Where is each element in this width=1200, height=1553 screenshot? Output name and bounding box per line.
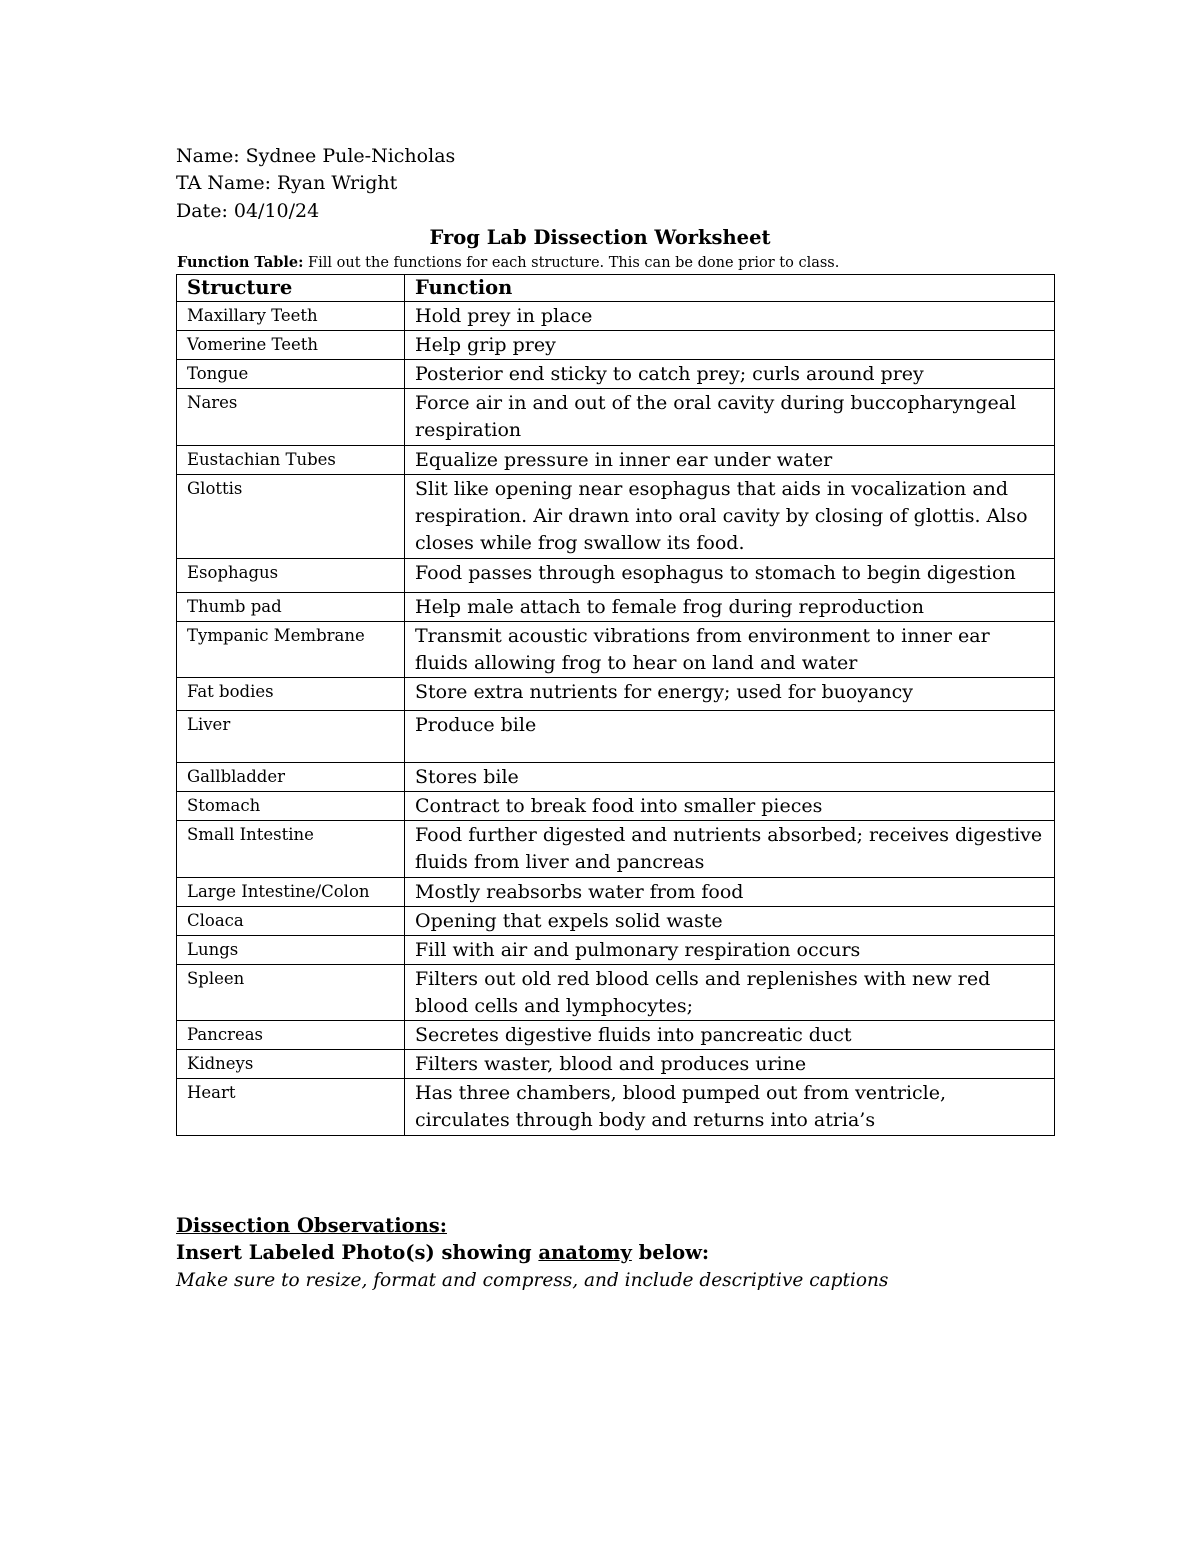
function-table [176, 274, 1055, 1136]
function-cell: Posterior end sticky to catch prey; curls around prey [405, 360, 1055, 389]
structure-cell: Stomach [177, 792, 405, 821]
table-row [177, 878, 1055, 907]
ta-name-line: TA Name: Ryan Wright [176, 172, 398, 194]
photo-instructions-heading [176, 1241, 709, 1265]
table-row [177, 907, 1055, 936]
function-cell: Opening that expels solid waste [405, 907, 1055, 936]
function-cell: Store extra nutrients for energy; used for buoyancy [405, 678, 1055, 711]
function-table-body [177, 302, 1055, 1136]
student-name-line: Name: Sydnee Pule-Nicholas [176, 145, 456, 167]
function-cell: Stores bile [405, 763, 1055, 792]
structure-cell: Vomerine Teeth [177, 331, 405, 360]
function-cell: Transmit acoustic vibrations from environment to inner ear fluids allowing frog to hear on land and water [405, 622, 1055, 678]
table-row [177, 678, 1055, 711]
table-row [177, 821, 1055, 878]
observations-heading: Dissection Observations: [176, 1214, 447, 1237]
table-row [177, 1079, 1055, 1136]
structure-cell: Small Intestine [177, 821, 405, 878]
function-cell: Help male attach to female frog during reproduction [405, 593, 1055, 622]
structure-cell: Esophagus [177, 559, 405, 593]
structure-cell: Spleen [177, 965, 405, 1021]
function-cell: Hold prey in place [405, 302, 1055, 331]
page-title: Frog Lab Dissection Worksheet [429, 226, 771, 249]
function-cell: Help grip prey [405, 331, 1055, 360]
table-row [177, 763, 1055, 792]
function-cell: Has three chambers, blood pumped out from ventricle, circulates through body and returns into atria’s [405, 1079, 1055, 1136]
table-row [177, 965, 1055, 1021]
table-row [177, 475, 1055, 559]
structure-cell: Nares [177, 389, 405, 446]
function-cell: Mostly reabsorbs water from food [405, 878, 1055, 907]
structure-cell: Gallbladder [177, 763, 405, 792]
function-cell: Equalize pressure in inner ear under water [405, 446, 1055, 475]
structure-column-header: Structure [177, 275, 405, 302]
structure-cell: Thumb pad [177, 593, 405, 622]
structure-cell: Lungs [177, 936, 405, 965]
table-row [177, 360, 1055, 389]
structure-cell: Maxillary Teeth [177, 302, 405, 331]
function-cell: Slit like opening near esophagus that aids in vocalization and respiration. Air drawn into oral cavity by closing of glottis. Also closes while frog swallow its food. [405, 475, 1055, 559]
structure-cell: Liver [177, 711, 405, 763]
photo-suffix: below: [631, 1241, 710, 1264]
function-cell: Food further digested and nutrients absorbed; receives digestive fluids from liver and pancreas [405, 821, 1055, 878]
function-cell: Filters waster, blood and produces urine [405, 1050, 1055, 1079]
function-column-header: Function [405, 275, 1055, 302]
table-row [177, 792, 1055, 821]
structure-cell: Eustachian Tubes [177, 446, 405, 475]
function-cell: Contract to break food into smaller pieces [405, 792, 1055, 821]
structure-cell: Fat bodies [177, 678, 405, 711]
function-cell: Filters out old red blood cells and replenishes with new red blood cells and lymphocytes; [405, 965, 1055, 1021]
table-row [177, 302, 1055, 331]
photo-prefix: Insert Labeled Photo(s) showing [176, 1241, 539, 1264]
table-instructions [177, 254, 839, 272]
table-row [177, 1021, 1055, 1050]
function-cell: Food passes through esophagus to stomach to begin digestion [405, 559, 1055, 593]
instructions-label: Function Table: [177, 254, 304, 271]
table-row [177, 446, 1055, 475]
date-line: Date: 04/10/24 [176, 200, 320, 222]
structure-cell: Large Intestine/Colon [177, 878, 405, 907]
structure-cell: Heart [177, 1079, 405, 1136]
structure-cell: Pancreas [177, 1021, 405, 1050]
table-header-row [177, 275, 1055, 302]
function-cell: Force air in and out of the oral cavity during buccopharyngeal respiration [405, 389, 1055, 446]
structure-cell: Cloaca [177, 907, 405, 936]
table-row [177, 331, 1055, 360]
table-row [177, 936, 1055, 965]
table-row [177, 1050, 1055, 1079]
table-row [177, 622, 1055, 678]
function-cell: Fill with air and pulmonary respiration occurs [405, 936, 1055, 965]
table-row [177, 593, 1055, 622]
structure-cell: Tongue [177, 360, 405, 389]
structure-cell: Tympanic Membrane [177, 622, 405, 678]
structure-cell: Kidneys [177, 1050, 405, 1079]
table-row [177, 389, 1055, 446]
caption-note: Make sure to resize, format and compress, and include descriptive captions [176, 1270, 889, 1291]
function-cell: Produce bile [405, 711, 1055, 763]
function-cell: Secretes digestive fluids into pancreatic duct [405, 1021, 1055, 1050]
table-row [177, 559, 1055, 593]
instructions-text: Fill out the functions for each structure. This can be done prior to class. [303, 255, 840, 271]
table-row [177, 711, 1055, 763]
structure-cell: Glottis [177, 475, 405, 559]
photo-underlined-word: anatomy [538, 1241, 632, 1264]
